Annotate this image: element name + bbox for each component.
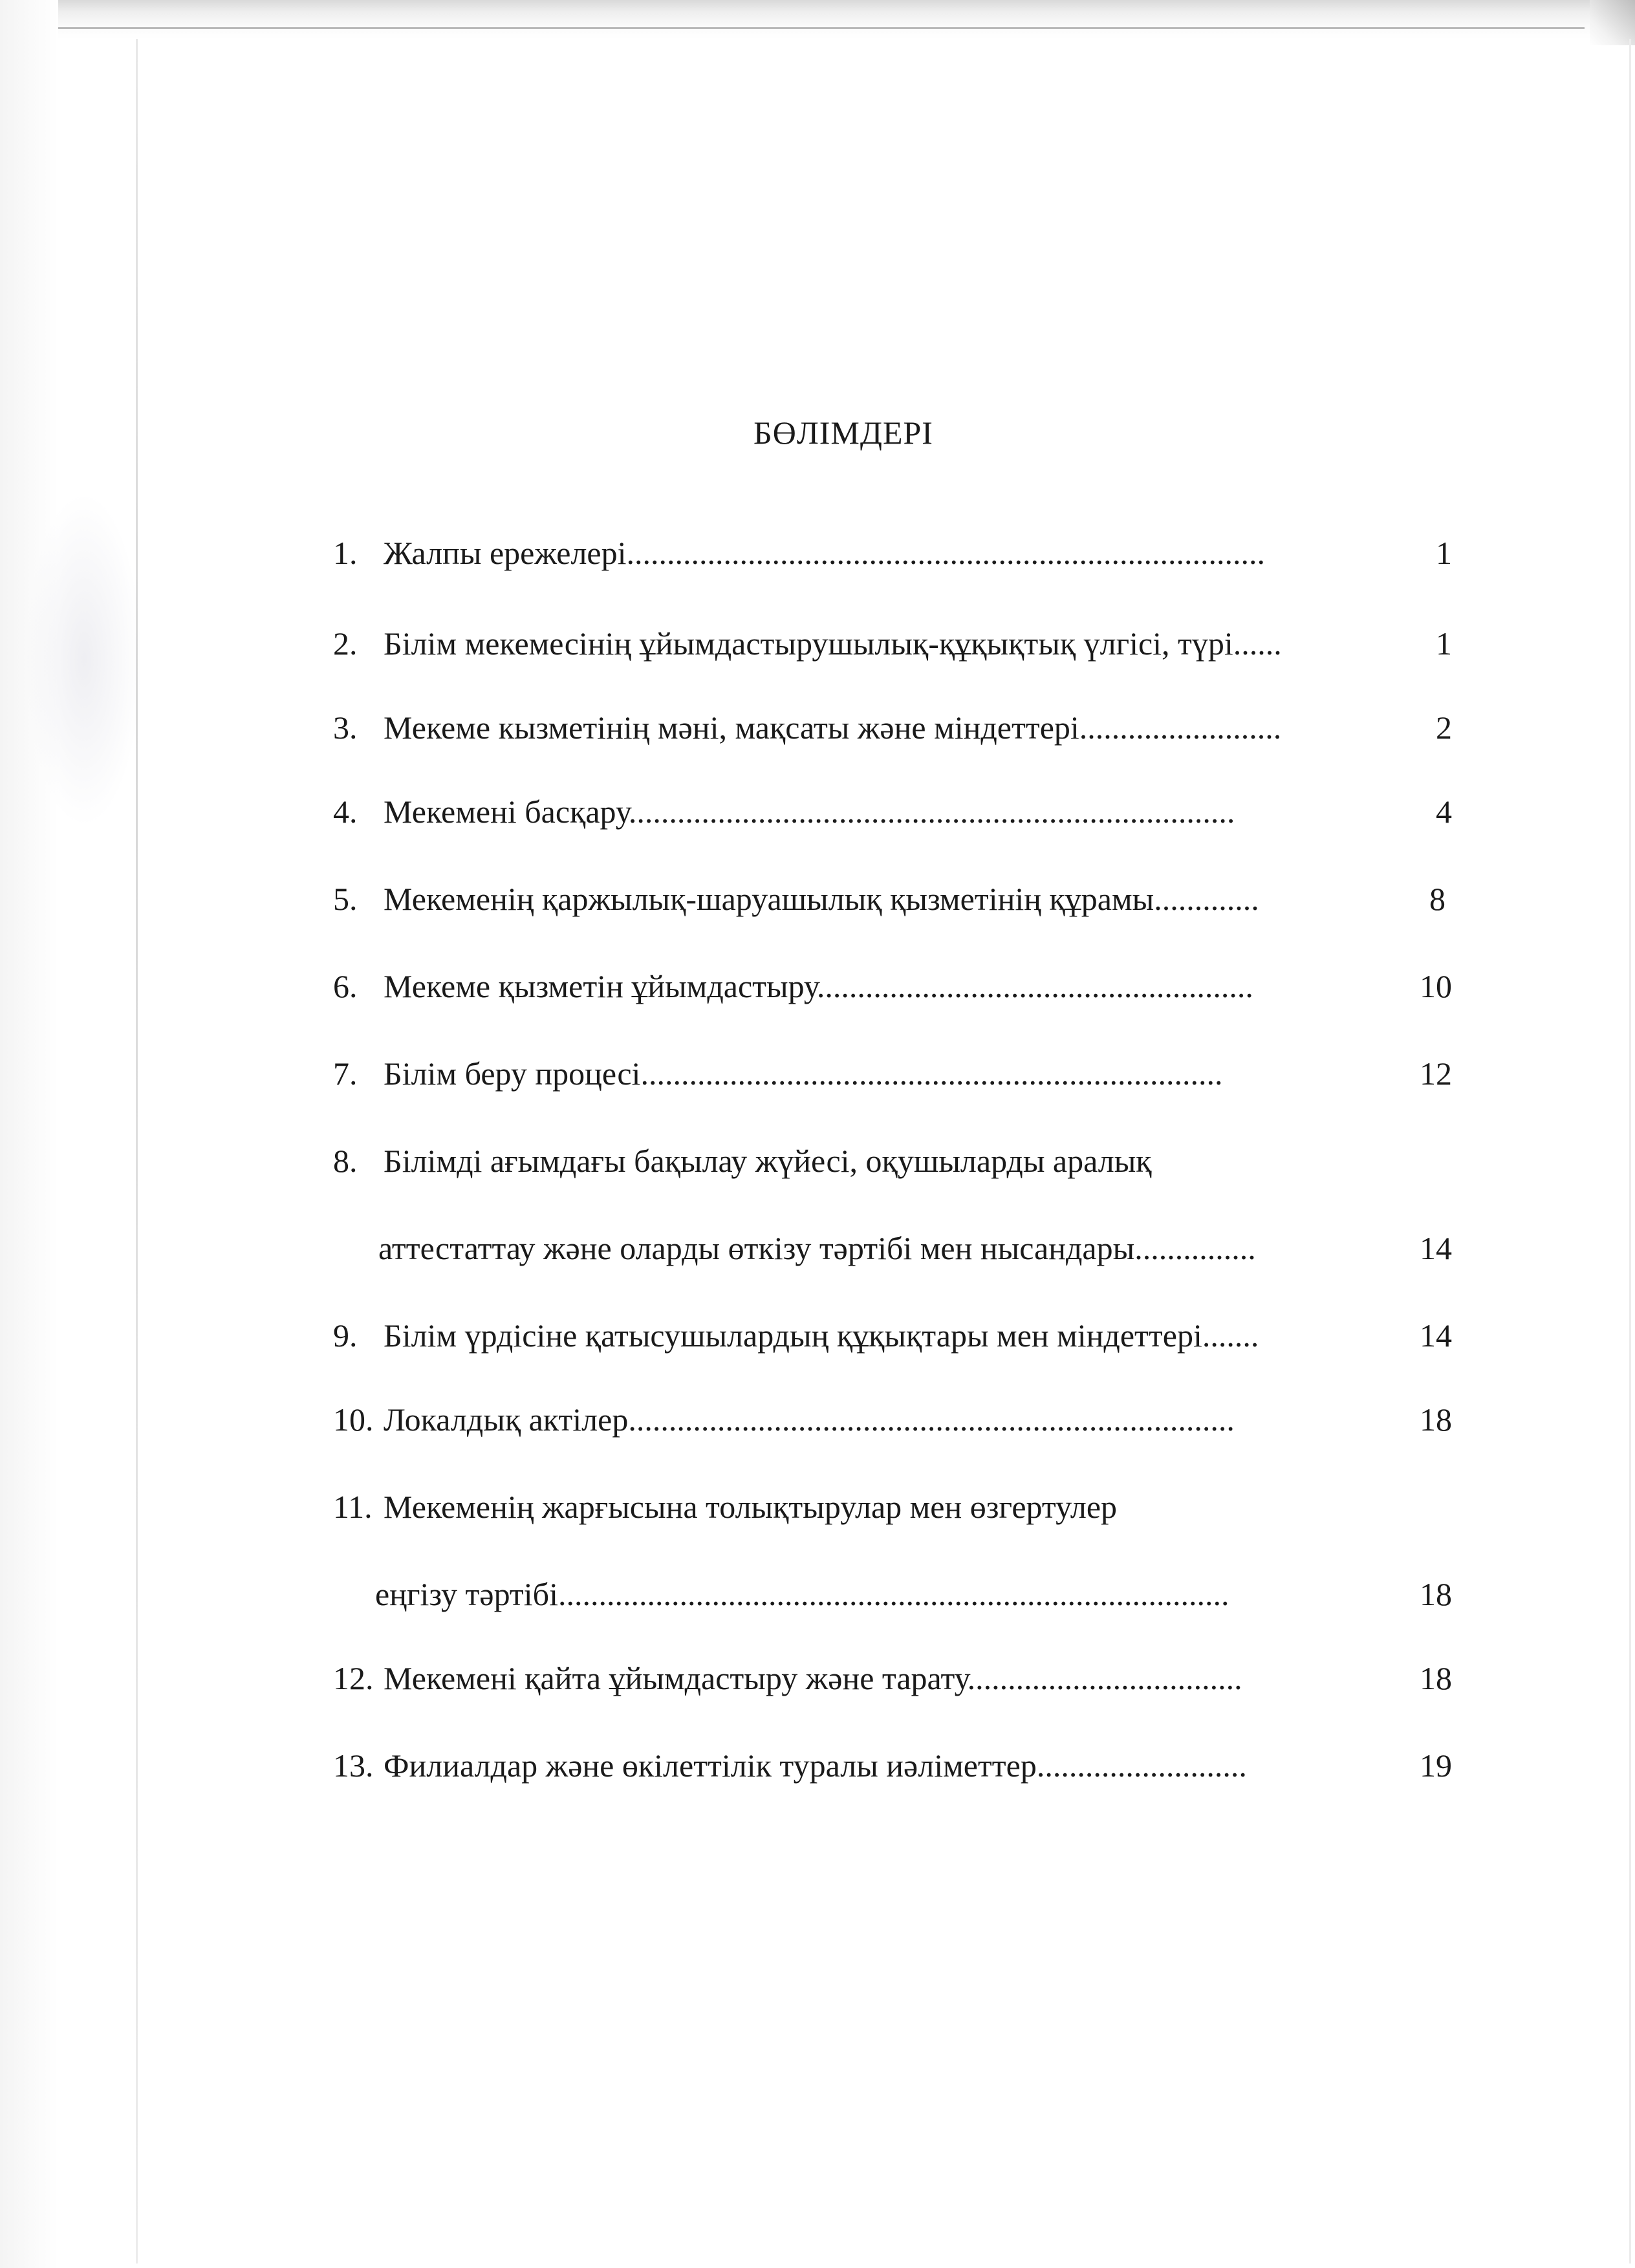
toc-entry-dots: ........................................................................... xyxy=(628,1401,1235,1438)
toc-entry-text: Білім беру процесі xyxy=(384,1055,641,1092)
toc-entry-2 xyxy=(333,624,1452,663)
toc-entry-number: 1. xyxy=(333,535,358,571)
scan-top-line xyxy=(58,27,1585,29)
toc-entry-dots: ................................................................................... xyxy=(558,1576,1229,1612)
toc-entry-number: 9. xyxy=(333,1317,358,1354)
toc-entry-dots: ............................................................................... xyxy=(626,535,1265,571)
toc-entry-page: 19 xyxy=(1420,1747,1452,1784)
toc-entry-number: 5. xyxy=(333,881,358,917)
toc-entry-11 xyxy=(333,1487,1117,1526)
toc-entry-page: 1 xyxy=(1436,625,1452,662)
toc-entry-page: 14 xyxy=(1420,1317,1452,1354)
toc-entry-page: 12 xyxy=(1420,1055,1452,1092)
scan-binding-line xyxy=(136,39,138,2263)
toc-entry-dots: ......................... xyxy=(1079,709,1282,746)
toc-entry-page: 2 xyxy=(1436,709,1452,746)
toc-entry-dots: ...................................................... xyxy=(816,968,1253,1004)
toc-entry-text: Мекеме кызметінің мәні, мақсаты және міндеттері xyxy=(384,709,1079,746)
toc-entry-text: Білім үрдісіне қатысушылардың құқықтары мен міндеттері xyxy=(384,1317,1202,1354)
toc-entry-page: 8 xyxy=(1429,881,1446,917)
toc-entry-page: 14 xyxy=(1420,1230,1452,1266)
toc-entry-dots: ........................................................................ xyxy=(640,1055,1223,1092)
toc-entry-page: 10 xyxy=(1420,968,1452,1004)
toc-entry-page: 18 xyxy=(1420,1401,1452,1438)
toc-entry-1 xyxy=(333,534,1452,572)
toc-entry-dots: ............... xyxy=(1134,1230,1256,1266)
stamp-smudge xyxy=(26,491,142,828)
toc-entry-number: 11. xyxy=(333,1489,373,1525)
toc-entry-number: 3. xyxy=(333,709,358,746)
toc-entry-text: Мекеменің қаржылық-шаруашылық қызметінің құрамы xyxy=(384,881,1154,917)
scan-top-edge xyxy=(0,0,1635,39)
scan-corner-shadow xyxy=(1590,0,1635,45)
toc-entry-text: Локалдық актілер xyxy=(384,1401,629,1438)
toc-entry-7 xyxy=(333,1054,1452,1093)
toc-entry-text: Мекеме қызметін ұйымдастыру xyxy=(384,968,817,1004)
toc-entry-dots: ........................................................................... xyxy=(628,794,1235,830)
toc-entry-number: 13. xyxy=(333,1747,374,1784)
toc-entry-number: 10. xyxy=(333,1401,374,1438)
toc-entry-page: 18 xyxy=(1420,1660,1452,1696)
toc-entry-text: Жалпы ережелері xyxy=(384,535,627,571)
toc-entry-9 xyxy=(333,1316,1452,1355)
toc-entry-page: 4 xyxy=(1436,794,1452,830)
toc-entry-4 xyxy=(333,792,1452,831)
toc-entry-number: 2. xyxy=(333,625,358,662)
toc-entry-number: 12. xyxy=(333,1660,374,1696)
toc-entry-6 xyxy=(333,967,1452,1006)
toc-entry-dots: ............. xyxy=(1154,881,1259,917)
toc-entry-text: еңгізу тәртібі xyxy=(375,1576,559,1612)
toc-entry-13 xyxy=(333,1746,1452,1785)
toc-entry-text: Білімді ағымдағы бақылау жүйесі, оқушыларды аралық xyxy=(384,1143,1152,1179)
scan-left-edge xyxy=(0,0,58,2268)
toc-entry-dots: ....... xyxy=(1202,1317,1259,1354)
toc-entry-dots: .......................... xyxy=(1036,1747,1247,1784)
toc-entry-text: Мекемені басқару xyxy=(384,794,629,830)
toc-entry-10 xyxy=(333,1400,1452,1439)
scan-right-line xyxy=(1629,39,1631,2263)
toc-entry-text: аттестаттау және оларды өткізу тәртібі мен нысандары xyxy=(378,1230,1135,1266)
toc-title: БӨЛІМДЕРІ xyxy=(753,415,933,451)
toc-entry-number: 7. xyxy=(333,1055,358,1092)
toc-entry-11-continued xyxy=(375,1575,1452,1614)
toc-entry-text: Мекеменің жарғысына толықтырулар мен өзгертулер xyxy=(384,1489,1118,1525)
toc-entry-dots: .................................. xyxy=(967,1660,1242,1696)
toc-entry-text: Филиалдар және өкілеттілік туралы иәліметтер xyxy=(384,1747,1037,1784)
toc-entry-text: Білім мекемесінің ұйымдастырушылық-құқықтық үлгісі, түрі xyxy=(384,625,1233,662)
toc-entry-8 xyxy=(333,1141,1152,1180)
toc-entry-number: 8. xyxy=(333,1143,358,1179)
toc-entry-page: 1 xyxy=(1436,535,1452,571)
toc-entry-8-continued xyxy=(378,1229,1452,1268)
toc-entry-page: 18 xyxy=(1420,1576,1452,1612)
toc-entry-number: 4. xyxy=(333,794,358,830)
toc-entry-dots: ...... xyxy=(1233,625,1282,662)
toc-entry-number: 6. xyxy=(333,968,358,1004)
toc-entry-text: Мекемені қайта ұйымдастыру және тарату xyxy=(384,1660,968,1696)
toc-entry-12 xyxy=(333,1659,1452,1698)
toc-entry-5 xyxy=(333,880,1446,918)
toc-entry-3 xyxy=(333,708,1452,747)
